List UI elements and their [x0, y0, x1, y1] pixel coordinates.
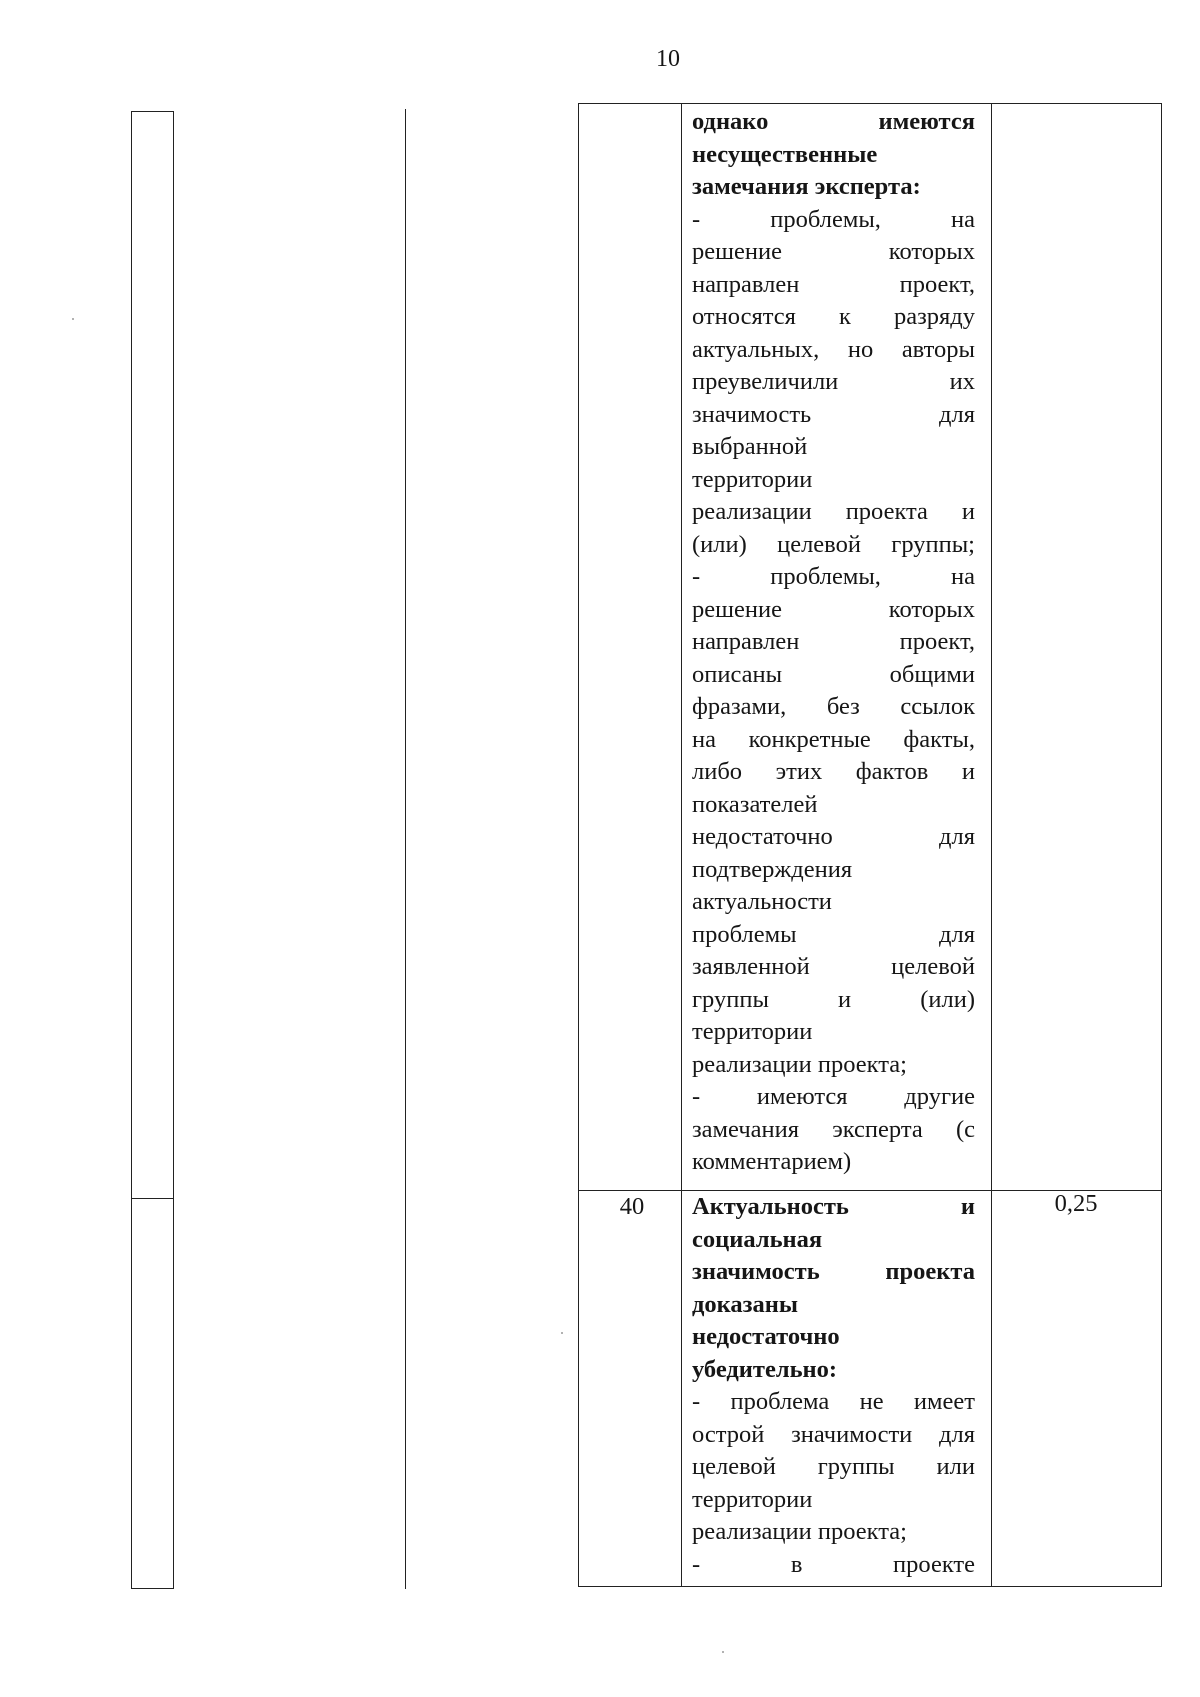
criterion-line: целевой группы или: [692, 1453, 975, 1480]
left-box-divider: [131, 1198, 174, 1199]
criterion-line: направлен проект,: [692, 270, 975, 298]
criterion-line: однако имеются: [692, 108, 975, 135]
criterion-line: на конкретные факты,: [692, 725, 975, 753]
criterion-line: недостаточно: [692, 1323, 840, 1350]
criterion-line: острой значимости для: [692, 1420, 975, 1448]
criterion-line: подтверждения: [692, 855, 853, 883]
scan-speck: [561, 1332, 563, 1334]
criterion-line: социальная: [692, 1225, 823, 1253]
criterion-line: (или) целевой группы;: [692, 530, 975, 558]
criterion-line: фразами, без ссылок: [692, 693, 975, 720]
column-divider-2: [991, 104, 992, 1586]
page-number: 10: [656, 46, 680, 72]
criterion-line: реализации проекта;: [692, 1050, 907, 1078]
criterion-line: убедительно:: [692, 1355, 838, 1383]
criterion-line: несущественные: [692, 140, 878, 168]
criterion-line: значимость проекта: [692, 1258, 975, 1285]
criterion-line: решение которых: [692, 595, 975, 623]
criterion-line: показателей: [692, 790, 818, 818]
left-margin-box: [131, 111, 174, 1589]
middle-vertical-rule: [405, 109, 406, 1589]
criterion-line: замечания эксперта (с: [692, 1115, 975, 1143]
criterion-line: решение которых: [692, 238, 975, 265]
criterion-line: преувеличили их: [692, 368, 975, 395]
criterion-line: выбранной: [692, 433, 808, 460]
criterion-line: территории: [692, 1485, 813, 1513]
row2-criterion-text: [692, 1191, 975, 1581]
criterion-line: доказаны: [692, 1290, 798, 1318]
scan-speck: [72, 318, 74, 320]
criterion-line: реализации проекта и: [692, 498, 975, 525]
criterion-line: реализации проекта;: [692, 1518, 907, 1545]
criterion-line: - имеются другие: [692, 1083, 975, 1110]
criterion-line: заявленной целевой: [692, 953, 975, 980]
criterion-line: территории: [692, 465, 813, 493]
criterion-line: - проблема не имеет: [692, 1388, 975, 1415]
criterion-line: комментарием): [692, 1148, 852, 1175]
column-divider-1: [681, 104, 682, 1586]
row2-score: 0,25: [1054, 1190, 1098, 1217]
criterion-line: - проблемы, на: [692, 563, 975, 590]
criterion-line: территории: [692, 1018, 813, 1045]
criterion-line: недостаточно для: [692, 823, 975, 850]
criterion-line: относятся к разряду: [692, 303, 975, 330]
criterion-line: актуальности: [692, 888, 832, 915]
criterion-line: группы и (или): [692, 985, 975, 1013]
criterion-line: значимость для: [692, 400, 975, 428]
criterion-line: - проблемы, на: [692, 205, 975, 233]
criterion-line: направлен проект,: [692, 628, 975, 655]
criterion-line: Актуальность и: [692, 1193, 975, 1220]
criterion-line: замечания эксперта:: [692, 173, 921, 200]
criterion-line: описаны общими: [692, 660, 975, 688]
criterion-line: - в проекте: [692, 1550, 975, 1578]
scan-speck: [722, 1651, 724, 1653]
row2-number: 40: [619, 1193, 645, 1220]
criterion-line: либо этих фактов и: [692, 758, 975, 785]
criterion-line: актуальных, но авторы: [692, 335, 975, 363]
criterion-line: проблемы для: [692, 920, 975, 948]
row1-criterion-text: [692, 106, 975, 1179]
